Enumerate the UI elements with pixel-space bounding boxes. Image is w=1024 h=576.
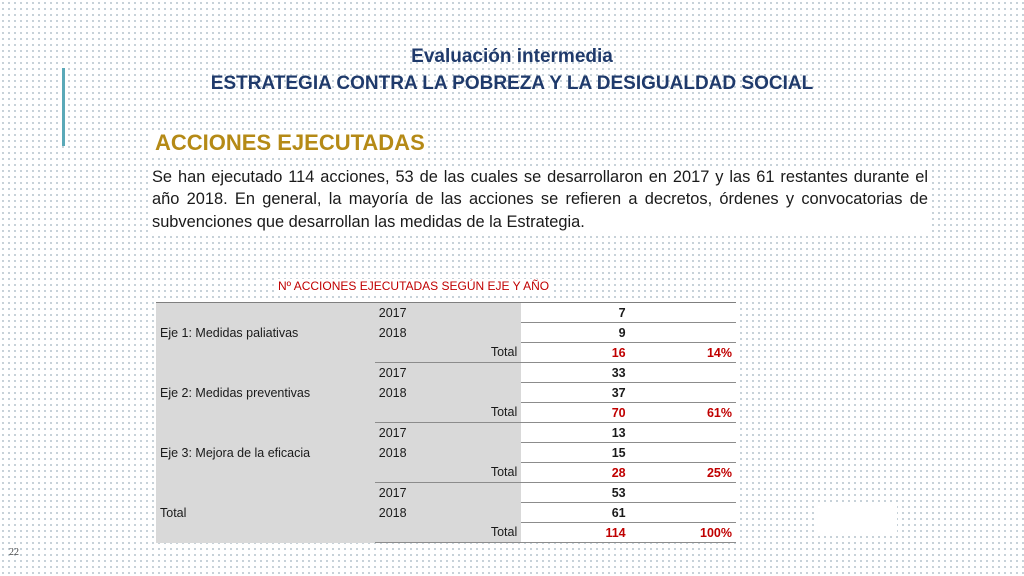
- year-cell: 2018: [375, 503, 522, 523]
- year-cell: 2017: [375, 363, 522, 383]
- count-cell: 9: [521, 323, 629, 343]
- count-cell: 33: [521, 363, 629, 383]
- pct-cell: [630, 323, 736, 343]
- total-label: Total: [375, 403, 522, 423]
- total-pct: 61%: [630, 403, 736, 423]
- pct-cell: [630, 423, 736, 443]
- total-label: Total: [375, 343, 522, 363]
- total-count: 28: [521, 463, 629, 483]
- pct-cell: [630, 503, 736, 523]
- total-count: 114: [521, 523, 629, 543]
- count-cell: 15: [521, 443, 629, 463]
- year-cell: 2017: [375, 303, 522, 323]
- eje-label: Total: [156, 483, 375, 543]
- table-row: [156, 363, 736, 383]
- summary-paragraph: Se han ejecutado 114 acciones, 53 de las cuales se desarrollaron en 2017 y las 61 restantes durante el año 2018. En general, la mayoría de las acciones se refieren a decretos, órdenes y convocatorias de subvenciones que desarrollan las medidas de la Estrategia.: [152, 166, 928, 233]
- page-number: 22: [9, 547, 19, 558]
- table-caption: Nº ACCIONES EJECUTADAS SEGÚN EJE Y AÑO: [278, 279, 550, 293]
- year-cell: 2017: [375, 423, 522, 443]
- eje-label: Eje 2: Medidas preventivas: [156, 363, 375, 423]
- year-cell: 2018: [375, 383, 522, 403]
- actions-table: [156, 302, 736, 543]
- year-cell: 2018: [375, 443, 522, 463]
- year-cell: 2017: [375, 483, 522, 503]
- pct-cell: [630, 303, 736, 323]
- count-cell: 37: [521, 383, 629, 403]
- total-pct: 100%: [630, 523, 736, 543]
- table-row: [156, 483, 736, 503]
- eje-label: Eje 1: Medidas paliativas: [156, 303, 375, 363]
- total-count: 16: [521, 343, 629, 363]
- count-cell: 53: [521, 483, 629, 503]
- total-pct: 14%: [630, 343, 736, 363]
- table-row: [156, 423, 736, 443]
- total-count: 70: [521, 403, 629, 423]
- total-pct: 25%: [630, 463, 736, 483]
- count-cell: 61: [521, 503, 629, 523]
- section-title: ACCIONES EJECUTADAS: [152, 130, 428, 156]
- count-cell: 13: [521, 423, 629, 443]
- count-cell: 7: [521, 303, 629, 323]
- eje-label: Eje 3: Mejora de la eficacia: [156, 423, 375, 483]
- pct-cell: [630, 383, 736, 403]
- blank-box: [815, 506, 897, 536]
- pct-cell: [630, 483, 736, 503]
- total-label: Total: [375, 523, 522, 543]
- total-label: Total: [375, 463, 522, 483]
- pct-cell: [630, 363, 736, 383]
- slide-subtitle: Evaluación intermedia: [411, 46, 613, 67]
- pct-cell: [630, 443, 736, 463]
- year-cell: 2018: [375, 323, 522, 343]
- slide-title: ESTRATEGIA CONTRA LA POBREZA Y LA DESIGUALDAD SOCIAL: [210, 73, 814, 94]
- table-row: [156, 303, 736, 323]
